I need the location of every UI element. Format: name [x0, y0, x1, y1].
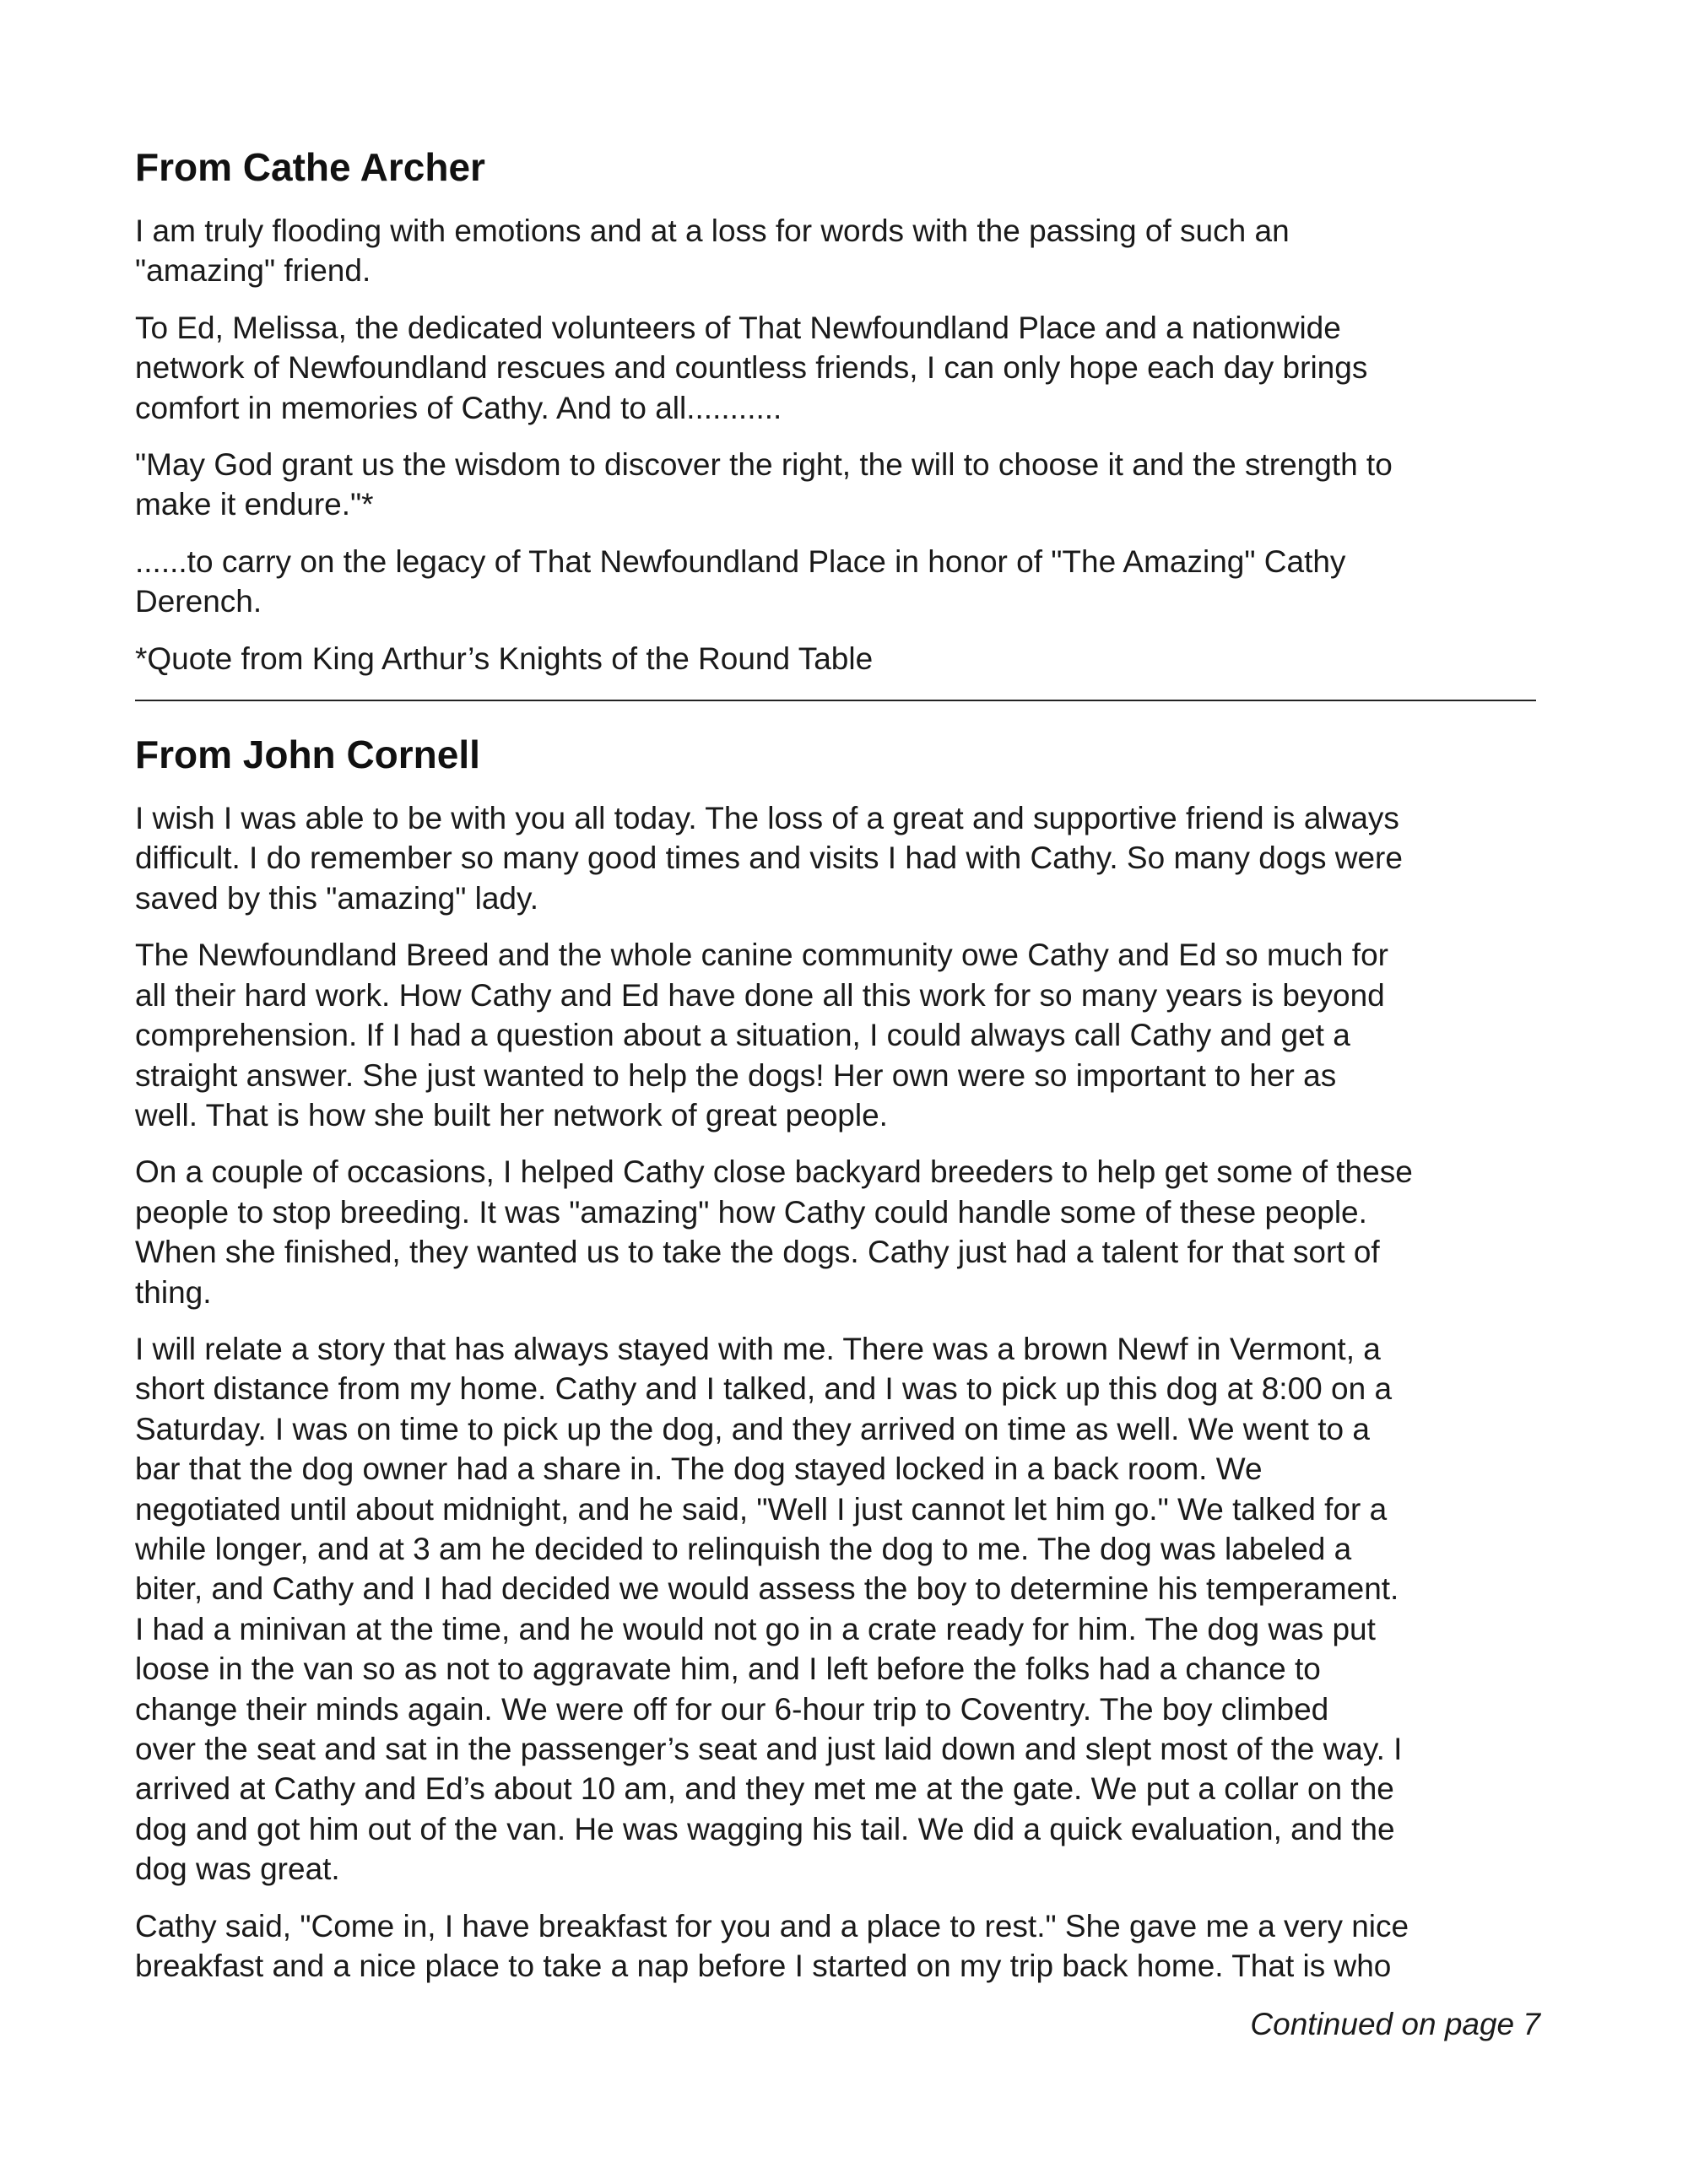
text-line: dog and got him out of the van. He was wagging his tail. We did a quick evaluation, and the	[135, 1811, 1395, 1846]
text-line: When she finished, they wanted us to take the dogs. Cathy just had a talent for that sort of	[135, 1235, 1380, 1270]
section-john-cornell	[135, 731, 1540, 1986]
newsletter-page	[135, 143, 1540, 2003]
text-line: Derench.	[135, 584, 262, 619]
paragraph	[135, 935, 1540, 1135]
paragraph	[135, 542, 1540, 622]
text-line: *Quote from King Arthur’s Knights of the Round Table	[135, 641, 874, 676]
paragraph	[135, 445, 1540, 525]
text-line: well. That is how she built her network of great people.	[135, 1097, 888, 1133]
text-line: "May God grant us the wisdom to discover the right, the will to choose it and the strength to	[135, 447, 1393, 483]
text-line: loose in the van so as not to aggravate him, and I left before the folks had a chance to	[135, 1652, 1321, 1687]
continued-note: Continued on page 7	[1250, 2007, 1540, 2041]
paragraph	[135, 639, 1540, 678]
text-line: I will relate a story that has always stayed with me. There was a brown Newf in Vermont, a	[135, 1331, 1381, 1366]
section-heading: From Cathe Archer	[135, 145, 485, 189]
text-line: negotiated until about midnight, and he said, "Well I just cannot let him go." We talked for a	[135, 1491, 1388, 1527]
text-line: Saturday. I was on time to pick up the dog, and they arrived on time as well. We went to a	[135, 1411, 1370, 1446]
text-line: comprehension. If I had a question about a situation, I could always call Cathy and get a	[135, 1018, 1350, 1053]
text-line: ......to carry on the legacy of That Newfoundland Place in honor of "The Amazing" Cathy	[135, 543, 1346, 579]
text-line: people to stop breeding. It was "amazing" how Cathy could handle some of these people.	[135, 1194, 1367, 1230]
text-line: biter, and Cathy and I had decided we would assess the boy to determine his temperament.	[135, 1571, 1399, 1607]
text-line: difficult. I do remember so many good times and visits I had with Cathy. So many dogs were	[135, 841, 1403, 876]
text-line: network of Newfoundland rescues and countless friends, I can only hope each day brings	[135, 350, 1368, 386]
section-body	[135, 798, 1540, 1986]
paragraph	[135, 1329, 1540, 1889]
text-line: straight answer. She just wanted to help the dogs! Her own were so important to her as	[135, 1057, 1337, 1093]
text-line: On a couple of occasions, I helped Cathy close backyard breeders to help get some of these	[135, 1154, 1413, 1190]
text-line: saved by this "amazing" lady.	[135, 880, 539, 916]
text-line: short distance from my home. Cathy and I talked, and I was to pick up this dog at 8:00 on a	[135, 1371, 1393, 1407]
text-line: I wish I was able to be with you all today. The loss of a great and supportive friend is always	[135, 801, 1399, 836]
text-line: dog was great.	[135, 1852, 340, 1887]
paragraph	[135, 798, 1540, 918]
paragraph	[135, 1152, 1540, 1312]
text-line: I had a minivan at the time, and he would not go in a crate ready for him. The dog was put	[135, 1611, 1376, 1646]
text-line: change their minds again. We were off for our 6-hour trip to Coventry. The boy climbed	[135, 1691, 1329, 1727]
text-line: I am truly flooding with emotions and at a loss for words with the passing of such an	[135, 214, 1290, 248]
section-body	[135, 211, 1540, 678]
paragraph	[135, 211, 1540, 291]
text-line: arrived at Cathy and Ed’s about 10 am, and they met me at the gate. We put a collar on the	[135, 1771, 1394, 1807]
section-cathe-archer	[135, 143, 1540, 678]
text-line: while longer, and at 3 am he decided to relinquish the dog to me. The dog was labeled a	[135, 1531, 1352, 1566]
section-heading: From John Cornell	[135, 733, 480, 777]
text-line: over the seat and sat in the passenger’s seat and just laid down and slept most of the way. I	[135, 1732, 1403, 1766]
text-line: "amazing" friend.	[135, 253, 371, 289]
text-line: The Newfoundland Breed and the whole canine community owe Cathy and Ed so much for	[135, 938, 1388, 973]
text-line: bar that the dog owner had a share in. The dog stayed locked in a back room. We	[135, 1451, 1263, 1487]
text-line: all their hard work. How Cathy and Ed have done all this work for so many years is beyond	[135, 977, 1385, 1013]
section-divider	[135, 700, 1536, 701]
text-line: comfort in memories of Cathy. And to all...........	[135, 390, 782, 425]
text-line: Cathy said, "Come in, I have breakfast for you and a place to rest." She gave me a very nice	[135, 1908, 1409, 1943]
text-line: breakfast and a nice place to take a nap before I started on my trip back home. That is who	[135, 1949, 1392, 1984]
paragraph	[135, 308, 1540, 428]
paragraph	[135, 1906, 1540, 1987]
text-line: make it endure."*	[135, 487, 374, 522]
text-line: thing.	[135, 1274, 212, 1310]
text-line: To Ed, Melissa, the dedicated volunteers of That Newfoundland Place and a nationwide	[135, 310, 1341, 345]
